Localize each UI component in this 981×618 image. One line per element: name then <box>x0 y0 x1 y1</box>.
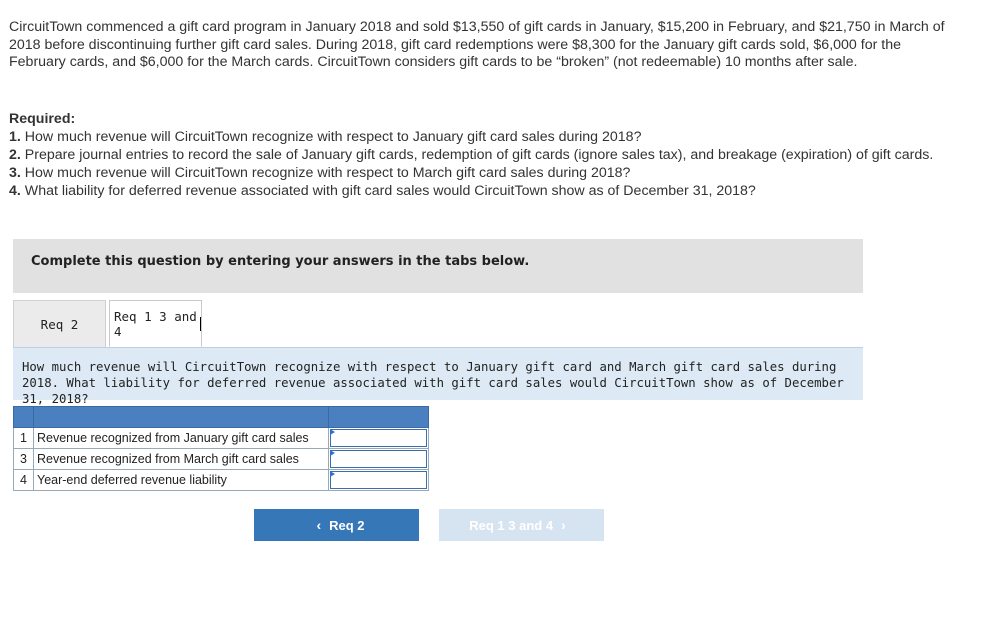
answer-input[interactable] <box>330 471 427 489</box>
table-header-row <box>14 407 429 428</box>
answer-input-cell[interactable] <box>329 449 429 470</box>
table-row <box>14 449 429 470</box>
next-req-label: Req 1 3 and 4 <box>469 517 554 533</box>
required-item <box>9 182 969 200</box>
required-item <box>9 128 969 146</box>
instructions-banner <box>13 239 863 293</box>
required-item <box>9 146 969 164</box>
prev-req-label: Req 2 <box>329 517 365 533</box>
required-item-number: 2. <box>9 147 21 163</box>
question-text: How much revenue will CircuitTown recognize with respect to January gift card and March gift card sales during 2018. What liability for deferred revenue associated with gift card sales would CircuitTown show as of December 31, 2018? <box>22 360 844 406</box>
header-cell <box>329 407 429 428</box>
tab-req-2[interactable] <box>13 300 106 347</box>
input-marker-icon <box>330 450 335 456</box>
header-cell <box>34 407 329 428</box>
table-row <box>14 428 429 449</box>
required-item-number: 3. <box>9 165 21 181</box>
required-item-number: 1. <box>9 129 21 145</box>
tab-label: Req 1 3 and 4 <box>114 308 197 339</box>
row-label: Revenue recognized from March gift card sales <box>34 449 329 470</box>
input-marker-icon <box>330 471 335 477</box>
prev-req-button[interactable] <box>254 509 419 541</box>
answer-table <box>13 406 429 491</box>
answer-input[interactable] <box>330 429 427 447</box>
required-item-text: How much revenue will CircuitTown recognize with respect to March gift card sales during 2018? <box>24 165 631 181</box>
chevron-right-icon: › <box>561 517 566 533</box>
required-item-text: Prepare journal entries to record the sale of January gift cards, redemption of gift cards (ignore sales tax), and breakage (expiration) of gift cards. <box>24 147 934 163</box>
required-heading: Required: <box>9 111 76 127</box>
instructions-text: Complete this question by entering your answers in the tabs below. <box>31 254 530 269</box>
table-row <box>14 470 429 491</box>
header-cell <box>14 407 34 428</box>
tab-req-1-3-and-4[interactable] <box>109 300 202 347</box>
chevron-left-icon: ‹ <box>316 517 322 533</box>
answer-input-cell[interactable] <box>329 428 429 449</box>
answer-input-cell[interactable] <box>329 470 429 491</box>
required-item-text: How much revenue will CircuitTown recognize with respect to January gift card sales during 2018? <box>24 129 642 145</box>
row-label: Revenue recognized from January gift card sales <box>34 428 329 449</box>
row-label: Year-end deferred revenue liability <box>34 470 329 491</box>
row-number: 1 <box>14 428 34 449</box>
tab-label: Req 2 <box>40 316 79 332</box>
question-box <box>13 347 863 406</box>
required-item-text: What liability for deferred revenue associated with gift card sales would CircuitTown show as of December 31, 2018? <box>24 183 756 199</box>
required-section <box>9 110 969 200</box>
row-number: 3 <box>14 449 34 470</box>
problem-statement: CircuitTown commenced a gift card program in January 2018 and sold $13,550 of gift cards in January, $15,200 in February, and $21,750 in March of 2018 before discontinuing further gift card sales. During 2018, gift card redemptions were $8,300 for the January gift cards sold, $6,000 for the February cards, and $6,000 for the March cards. CircuitTown considers gift cards to be “broken” (not redeemable) 10 months after sale. <box>9 19 945 70</box>
input-marker-icon <box>330 429 335 435</box>
next-req-button[interactable] <box>439 509 604 541</box>
required-item-number: 4. <box>9 183 21 199</box>
row-number: 4 <box>14 470 34 491</box>
text-cursor <box>200 317 201 331</box>
answer-input[interactable] <box>330 450 427 468</box>
required-item <box>9 164 969 182</box>
